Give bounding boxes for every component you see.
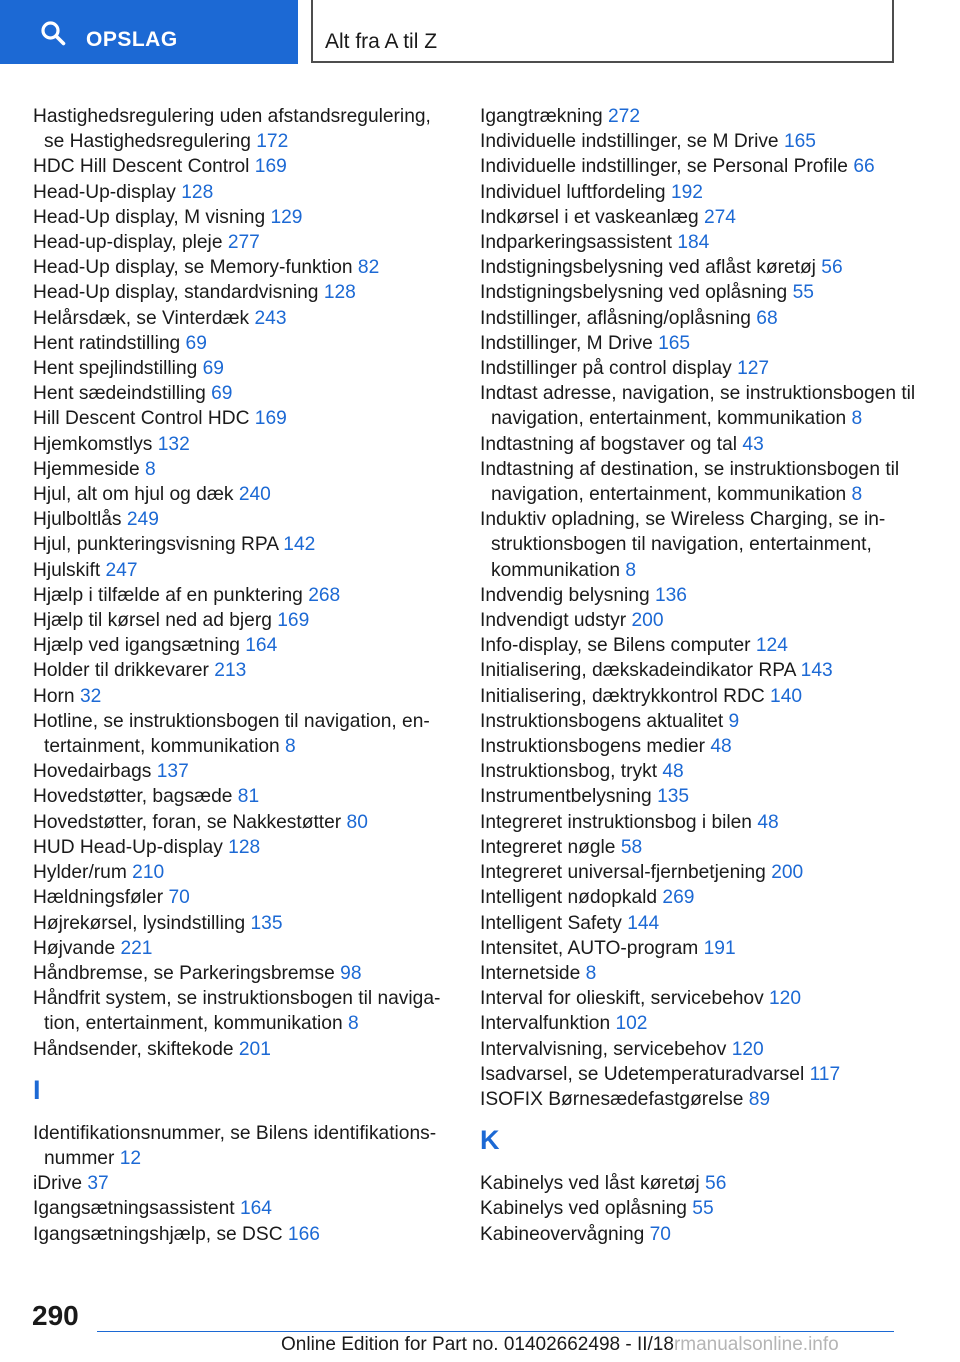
page-reference-link[interactable]: 240	[238, 484, 271, 506]
page-reference-link[interactable]: 56	[705, 1173, 727, 1195]
page-reference-link[interactable]: 8	[585, 962, 597, 984]
index-entry	[33, 1171, 443, 1196]
index-entry	[33, 911, 443, 936]
index-entry	[33, 784, 443, 809]
index-entry-text: Individuel luftfordeling	[480, 181, 666, 203]
index-entry-text: Hovedstøtter, foran, se Nakkestøtter	[33, 811, 342, 833]
page-reference-link[interactable]: 166	[287, 1223, 320, 1245]
index-entry-text: Indstillinger, M Drive	[480, 332, 653, 354]
index-entry-text: Hjælp ved igangsætning	[33, 635, 240, 657]
index-entry-text: Igangsætningsassistent	[33, 1198, 235, 1220]
index-entry-text: Hent ratindstilling	[33, 332, 181, 354]
index-entry	[480, 1011, 920, 1036]
index-entry-text: Head-Up-display	[33, 181, 176, 203]
page-reference-link[interactable]: 48	[757, 811, 779, 833]
index-entry-text: Horn	[33, 685, 75, 707]
index-entry-text: Hjul, alt om hjul og dæk	[33, 484, 234, 506]
page-reference-link[interactable]: 8	[851, 408, 863, 430]
index-entry-text: Hjulboltlås	[33, 509, 122, 531]
page-reference-link[interactable]: 48	[662, 761, 684, 783]
index-entry-text: Indtast adresse, navigation, se instruktionsbogen til navigation, entertainment, kommunikation	[480, 383, 916, 430]
index-entry	[480, 1171, 920, 1196]
page-reference-link[interactable]: 117	[809, 1063, 841, 1085]
index-entry	[33, 558, 443, 583]
index-entry-text: Indvendigt udstyr	[480, 610, 627, 632]
index-entry-text: Intelligent Safety	[480, 912, 622, 934]
index-entry-text: Intelligent nødopkald	[480, 887, 658, 909]
page-reference-link[interactable]: 80	[346, 811, 368, 833]
index-entry	[480, 154, 920, 179]
index-entry-text: Isadvarsel, se Udetemperaturadvarsel	[480, 1063, 805, 1085]
page-reference-link[interactable]: 137	[156, 761, 189, 783]
index-entry-text: Igangsætningshjælp, se DSC	[33, 1223, 283, 1245]
index-entry	[33, 406, 443, 431]
index-entry	[33, 633, 443, 658]
index-entry	[33, 1196, 443, 1221]
page-reference-link[interactable]: 43	[742, 433, 764, 455]
index-entry	[480, 658, 920, 683]
index-entry-text: Indstigningsbelysning ved oplåsning	[480, 282, 788, 304]
index-entry-text: Hastighedsregulering uden afstandsregulering, se Hastighedsregulering	[33, 106, 431, 153]
index-entry-text: Indkørsel i et vaskeanlæg	[480, 206, 699, 228]
index-entry-text: Hent spejlindstilling	[33, 358, 198, 380]
index-entry-text: Hotline, se instruktionsbogen til navigation, en- tertainment, kommunikation	[33, 710, 430, 758]
index-entry-text: Induktiv opladning, se Wireless Charging, se in- struktionsbogen til navigation, entertainment, kommunikation	[480, 509, 886, 581]
index-entry-text: Kabineovervågning	[480, 1223, 645, 1245]
lookup-tab[interactable]	[0, 0, 298, 64]
index-entry-text: Højrekørsel, lysindstilling	[33, 912, 246, 934]
index-entry	[480, 507, 920, 583]
page-reference-link[interactable]: 120	[731, 1038, 764, 1060]
index-entry	[33, 331, 443, 356]
index-entry	[480, 356, 920, 381]
index-entry	[33, 961, 443, 986]
index-entry-text: Hovedairbags	[33, 761, 152, 783]
footer-divider	[97, 1331, 894, 1332]
index-entry	[480, 986, 920, 1011]
page-reference-link[interactable]: 68	[756, 307, 778, 329]
index-entry	[480, 911, 920, 936]
index-entry-text: Initialisering, dæktrykkontrol RDC	[480, 685, 765, 707]
index-entry	[480, 784, 920, 809]
index-entry	[480, 432, 920, 457]
page-reference-link[interactable]: 70	[168, 887, 190, 909]
index-entry-text: Intervalfunktion	[480, 1013, 611, 1035]
page-reference-link[interactable]: 200	[631, 610, 664, 632]
page-reference-link[interactable]: 81	[237, 786, 260, 808]
page-reference-link[interactable]: 200	[771, 862, 804, 884]
index-entry-text: Højvande	[33, 937, 116, 959]
index-entry	[480, 331, 920, 356]
page-reference-link[interactable]: 69	[211, 383, 233, 405]
index-entry	[480, 608, 920, 633]
page-reference-link[interactable]: 165	[658, 332, 691, 354]
index-entry	[480, 810, 920, 835]
index-entry	[480, 1087, 920, 1112]
page-reference-link[interactable]: 243	[254, 307, 287, 329]
page-reference-link[interactable]: 55	[792, 282, 814, 304]
index-entry-text: Kabinelys ved låst køretøj	[480, 1173, 700, 1195]
page-reference-link[interactable]: 140	[770, 685, 803, 707]
index-entry-text: Individuelle indstillinger, se M Drive	[480, 131, 779, 153]
page-reference-link[interactable]: 184	[677, 232, 710, 254]
index-entry-text: Intensitet, AUTO-program	[480, 937, 699, 959]
index-entry	[33, 759, 443, 784]
index-entry-text: Head-Up display, se Memory-funktion	[33, 257, 353, 279]
index-entry	[33, 709, 443, 759]
index-entry	[33, 1222, 443, 1247]
page-reference-link[interactable]: 172	[256, 131, 289, 153]
index-entry-text: Hjul, punkteringsvisning RPA	[33, 534, 278, 556]
index-entry-text: Instruktionsbogens aktualitet	[480, 710, 724, 732]
page-reference-link[interactable]: 213	[214, 660, 247, 682]
index-entry	[480, 280, 920, 305]
index-entry	[33, 507, 443, 532]
index-entry	[33, 205, 443, 230]
page-reference-link[interactable]: 120	[769, 988, 802, 1010]
section-letter: I	[33, 1074, 41, 1105]
index-entry-text: Integreret instruktionsbog i bilen	[480, 811, 752, 833]
page-reference-link[interactable]: 70	[649, 1223, 671, 1245]
page-reference-link[interactable]: 89	[748, 1088, 771, 1110]
index-entry	[480, 1062, 920, 1087]
index-entry	[33, 608, 443, 633]
page-reference-link[interactable]: 102	[615, 1013, 648, 1035]
page-reference-link[interactable]: 128	[228, 836, 261, 858]
index-entry-text: HUD Head-Up-display	[33, 836, 223, 858]
index-entry	[33, 532, 443, 557]
page-reference-link[interactable]: 32	[79, 685, 102, 707]
page-reference-link[interactable]: 164	[245, 635, 278, 657]
index-entry	[480, 860, 920, 885]
page-reference-link[interactable]: 98	[340, 962, 362, 984]
index-entry-text: Individuelle indstillinger, se Personal Profile	[480, 156, 848, 178]
index-entry-text: Indstigningsbelysning ved aflåst køretøj	[480, 257, 816, 279]
index-entry	[33, 936, 443, 961]
index-entry	[33, 432, 443, 457]
page-reference-link[interactable]: 48	[710, 736, 732, 758]
index-entry	[33, 1121, 443, 1171]
page-reference-link[interactable]: 66	[853, 156, 875, 178]
index-entry-text: Integreret nøgle	[480, 836, 616, 858]
index-entry	[480, 381, 920, 431]
index-entry-text: Holder til drikkevarer	[33, 660, 209, 682]
index-entry-text: HDC Hill Descent Control	[33, 156, 250, 178]
page-reference-link[interactable]: 143	[800, 660, 833, 682]
index-entry-text: Håndfrit system, se instruktionsbogen til naviga- tion, entertainment, kommunikation	[33, 988, 441, 1035]
index-entry	[480, 684, 920, 709]
page-reference-link[interactable]: 69	[202, 358, 224, 380]
index-entry-text: Indvendig belysning	[480, 584, 650, 606]
page-reference-link[interactable]: 221	[120, 937, 153, 959]
index-entry-text: Hovedstøtter, bagsæde	[33, 786, 233, 808]
index-entry	[480, 936, 920, 961]
index-entry-text: Indstillinger, aflåsning/oplåsning	[480, 307, 751, 329]
index-entry	[33, 180, 443, 205]
page-reference-link[interactable]: 210	[132, 862, 165, 884]
index-entry	[33, 583, 443, 608]
page-reference-link[interactable]: 201	[238, 1038, 271, 1060]
index-entry	[33, 280, 443, 305]
index-entry-text: Igangtrækning	[480, 106, 603, 127]
index-entry-text: Hjælp i tilfælde af en punktering	[33, 584, 303, 606]
index-entry	[480, 633, 920, 658]
page-reference-link[interactable]: 132	[157, 433, 190, 455]
page-reference-link[interactable]: 12	[119, 1147, 142, 1169]
index-column-right	[480, 104, 920, 1247]
page-reference-link[interactable]: 247	[105, 559, 138, 581]
page-reference-link[interactable]: 169	[277, 610, 310, 632]
index-entry	[480, 255, 920, 280]
index-entry	[33, 356, 443, 381]
page-reference-link[interactable]: 9	[728, 710, 740, 732]
section-letter: K	[480, 1125, 500, 1156]
index-entry-text: Hill Descent Control HDC	[33, 408, 250, 430]
index-entry-text: Head-Up display, standardvisning	[33, 282, 319, 304]
index-entry	[480, 104, 920, 129]
index-entry	[33, 1037, 443, 1062]
index-entry	[33, 684, 443, 709]
index-entry-text: Håndsender, skiftekode	[33, 1038, 234, 1060]
index-entry	[33, 457, 443, 482]
index-entry	[33, 255, 443, 280]
index-entry	[33, 885, 443, 910]
page-reference-link[interactable]: 165	[783, 131, 816, 153]
index-entry	[480, 180, 920, 205]
page-reference-link[interactable]: 191	[703, 937, 736, 959]
section-header	[311, 0, 894, 63]
index-entry-text: iDrive	[33, 1173, 83, 1195]
footer-edition	[281, 1334, 839, 1356]
index-column-left	[33, 104, 443, 1247]
page-reference-link[interactable]: 55	[692, 1198, 714, 1220]
index-entry-text: Indstillinger på control display	[480, 358, 732, 380]
lookup-tab-label: OPSLAG	[86, 28, 178, 51]
page-reference-link[interactable]: 274	[703, 206, 736, 228]
page-reference-link[interactable]: 8	[347, 1013, 359, 1035]
index-entry-text: Hjulskift	[33, 559, 101, 581]
index-entry	[480, 1037, 920, 1062]
page-reference-link[interactable]: 128	[181, 181, 214, 203]
index-entry	[480, 583, 920, 608]
index-entry	[33, 104, 443, 154]
index-entry-text: Indtastning af destination, se instruktionsbogen til navigation, entertainment, kommunikation	[480, 458, 900, 506]
page-reference-link[interactable]: 127	[737, 358, 770, 380]
index-entry	[480, 230, 920, 255]
page-reference-link[interactable]: 142	[283, 534, 316, 556]
index-entry-text: Hjemmeside	[33, 458, 140, 480]
index-entry-text: Helårsdæk, se Vinterdæk	[33, 307, 250, 329]
index-entry	[480, 205, 920, 230]
index-entry-text: Håndbremse, se Parkeringsbremse	[33, 962, 335, 984]
page-reference-link[interactable]: 69	[185, 332, 207, 354]
page-reference-link[interactable]: 8	[625, 559, 637, 581]
index-entry-text: Hjælp til kørsel ned ad bjerg	[33, 610, 272, 632]
index-entry	[33, 306, 443, 331]
page-reference-link[interactable]: 129	[270, 206, 303, 228]
page-reference-link[interactable]: 135	[657, 786, 690, 808]
index-entry-text: Head-up-display, pleje	[33, 232, 223, 254]
page-reference-link[interactable]: 192	[670, 181, 703, 203]
index-entry	[480, 961, 920, 986]
page-reference-link[interactable]: 82	[357, 257, 380, 279]
index-entry	[480, 129, 920, 154]
index-entry	[480, 835, 920, 860]
index-entry	[33, 658, 443, 683]
page-reference-link[interactable]: 56	[821, 257, 843, 279]
index-entry-text: Hylder/rum	[33, 862, 127, 884]
index-entry-text: Initialisering, dækskadeindikator RPA	[480, 660, 796, 682]
page-reference-link[interactable]: 144	[627, 912, 660, 934]
index-entry	[33, 230, 443, 255]
page-reference-link[interactable]: 164	[239, 1198, 272, 1220]
page-reference-link[interactable]: 8	[285, 736, 296, 758]
index-entry	[33, 835, 443, 860]
page-reference-link[interactable]: 128	[323, 282, 356, 304]
page-reference-link[interactable]: 8	[144, 458, 156, 480]
index-entry	[480, 734, 920, 759]
index-entry-text: Indtastning af bogstaver og tal	[480, 433, 738, 455]
page-reference-link[interactable]: 8	[851, 484, 863, 506]
page-reference-link[interactable]: 249	[126, 509, 159, 531]
page-reference-link[interactable]: 135	[250, 912, 283, 934]
index-entry	[480, 457, 920, 507]
page-reference-link[interactable]: 37	[87, 1173, 109, 1195]
index-entry	[33, 154, 443, 179]
footer-watermark: rmanualsonline.info	[673, 1334, 839, 1355]
index-entry-text: Internetside	[480, 962, 581, 984]
page-title: Alt fra A til Z	[325, 30, 438, 53]
index-entry	[480, 1222, 920, 1247]
page-reference-link[interactable]: 268	[308, 584, 341, 606]
page-reference-link[interactable]: 58	[620, 836, 643, 858]
page-number: 290	[32, 1300, 79, 1331]
index-entry-text: ISOFIX Børnesædefastgørelse	[480, 1088, 744, 1110]
index-entry-text: Info-display, se Bilens computer	[480, 635, 751, 657]
index-entry	[33, 482, 443, 507]
index-entry-text: Identifikationsnummer, se Bilens identifikations- nummer	[33, 1122, 437, 1169]
index-entry	[33, 860, 443, 885]
page-reference-link[interactable]: 124	[755, 635, 788, 657]
index-entry-text: Instrumentbelysning	[480, 786, 652, 808]
page-reference-link[interactable]: 272	[608, 106, 641, 127]
index-entry	[33, 810, 443, 835]
index-entry	[33, 986, 443, 1036]
page-reference-link[interactable]: 277	[227, 232, 260, 254]
page-reference-link[interactable]: 136	[654, 584, 687, 606]
index-entry-text: Hældningsføler	[33, 887, 164, 909]
index-entry	[480, 885, 920, 910]
index-entry-text: Instruktionsbog, trykt	[480, 761, 658, 783]
index-entry-text: Integreret universal-fjernbetjening	[480, 862, 766, 884]
index-entry	[33, 381, 443, 406]
search-icon	[40, 20, 66, 46]
index-entry	[480, 306, 920, 331]
page-reference-link[interactable]: 269	[662, 887, 695, 909]
index-entry-text: Indparkeringsassistent	[480, 232, 672, 254]
index-entry-text: Head-Up display, M visning	[33, 206, 266, 228]
index-entry-text: Hent sædeindstilling	[33, 383, 206, 405]
footer-edition-text: Online Edition for Part no. 01402662498 - II/18	[281, 1334, 674, 1355]
page-reference-link[interactable]: 169	[254, 156, 287, 178]
index-entry-text: Instruktionsbogens medier	[480, 736, 706, 758]
index-entry-text: Intervalvisning, servicebehov	[480, 1038, 727, 1060]
page-reference-link[interactable]: 169	[254, 408, 287, 430]
index-entry-text: Interval for olieskift, servicebehov	[480, 988, 764, 1010]
index-entry-text: Kabinelys ved oplåsning	[480, 1198, 687, 1220]
index-entry-text: Hjemkomstlys	[33, 433, 153, 455]
index-entry	[480, 709, 920, 734]
index-entry	[480, 1196, 920, 1221]
index-entry	[480, 759, 920, 784]
